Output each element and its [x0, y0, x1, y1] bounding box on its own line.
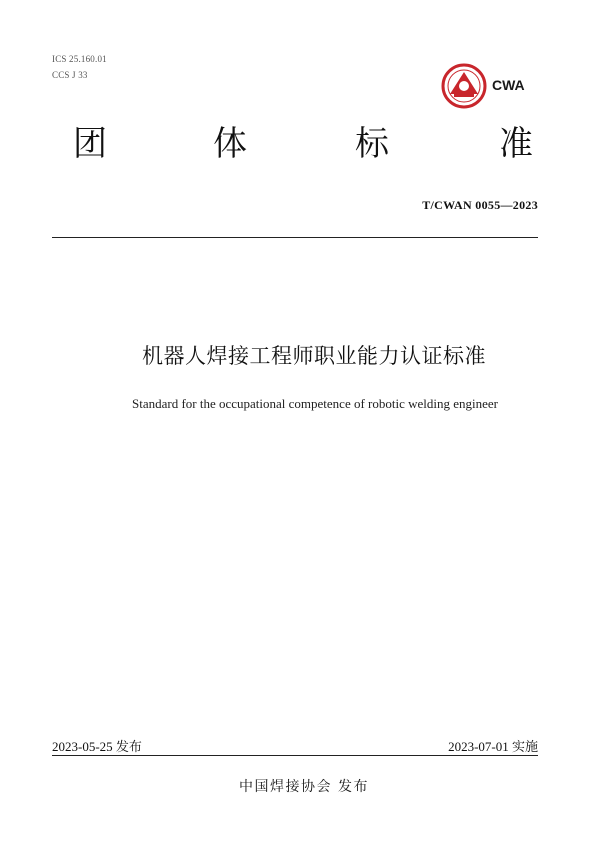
- footer-divider: [52, 755, 538, 756]
- standard-number: T/CWAN 0055—2023: [422, 198, 538, 212]
- doc-type-char: 准: [499, 124, 533, 164]
- header-divider: [52, 237, 538, 238]
- logo-label: CWA: [492, 77, 525, 93]
- doc-type-char: 标: [355, 124, 389, 164]
- chinese-title: 机器人焊接工程师职业能力认证标准: [142, 344, 486, 368]
- implement-date: 2023-07-01 实施: [448, 739, 538, 754]
- ccs-code: CCS J 33: [52, 70, 88, 80]
- english-title: Standard for the occupational competence of robotic welding engineer: [131, 396, 499, 411]
- issue-date: 2023-05-25 发布: [52, 739, 142, 754]
- doc-type-char: 体: [213, 124, 247, 164]
- publisher: 中国焊接协会 发布: [239, 779, 369, 795]
- doc-type-char: 团: [73, 124, 107, 164]
- document-type-title: [73, 124, 539, 164]
- cwa-logo: [440, 62, 530, 110]
- ics-code: ICS 25.160.01: [52, 54, 107, 64]
- cwa-emblem-icon: [440, 62, 488, 110]
